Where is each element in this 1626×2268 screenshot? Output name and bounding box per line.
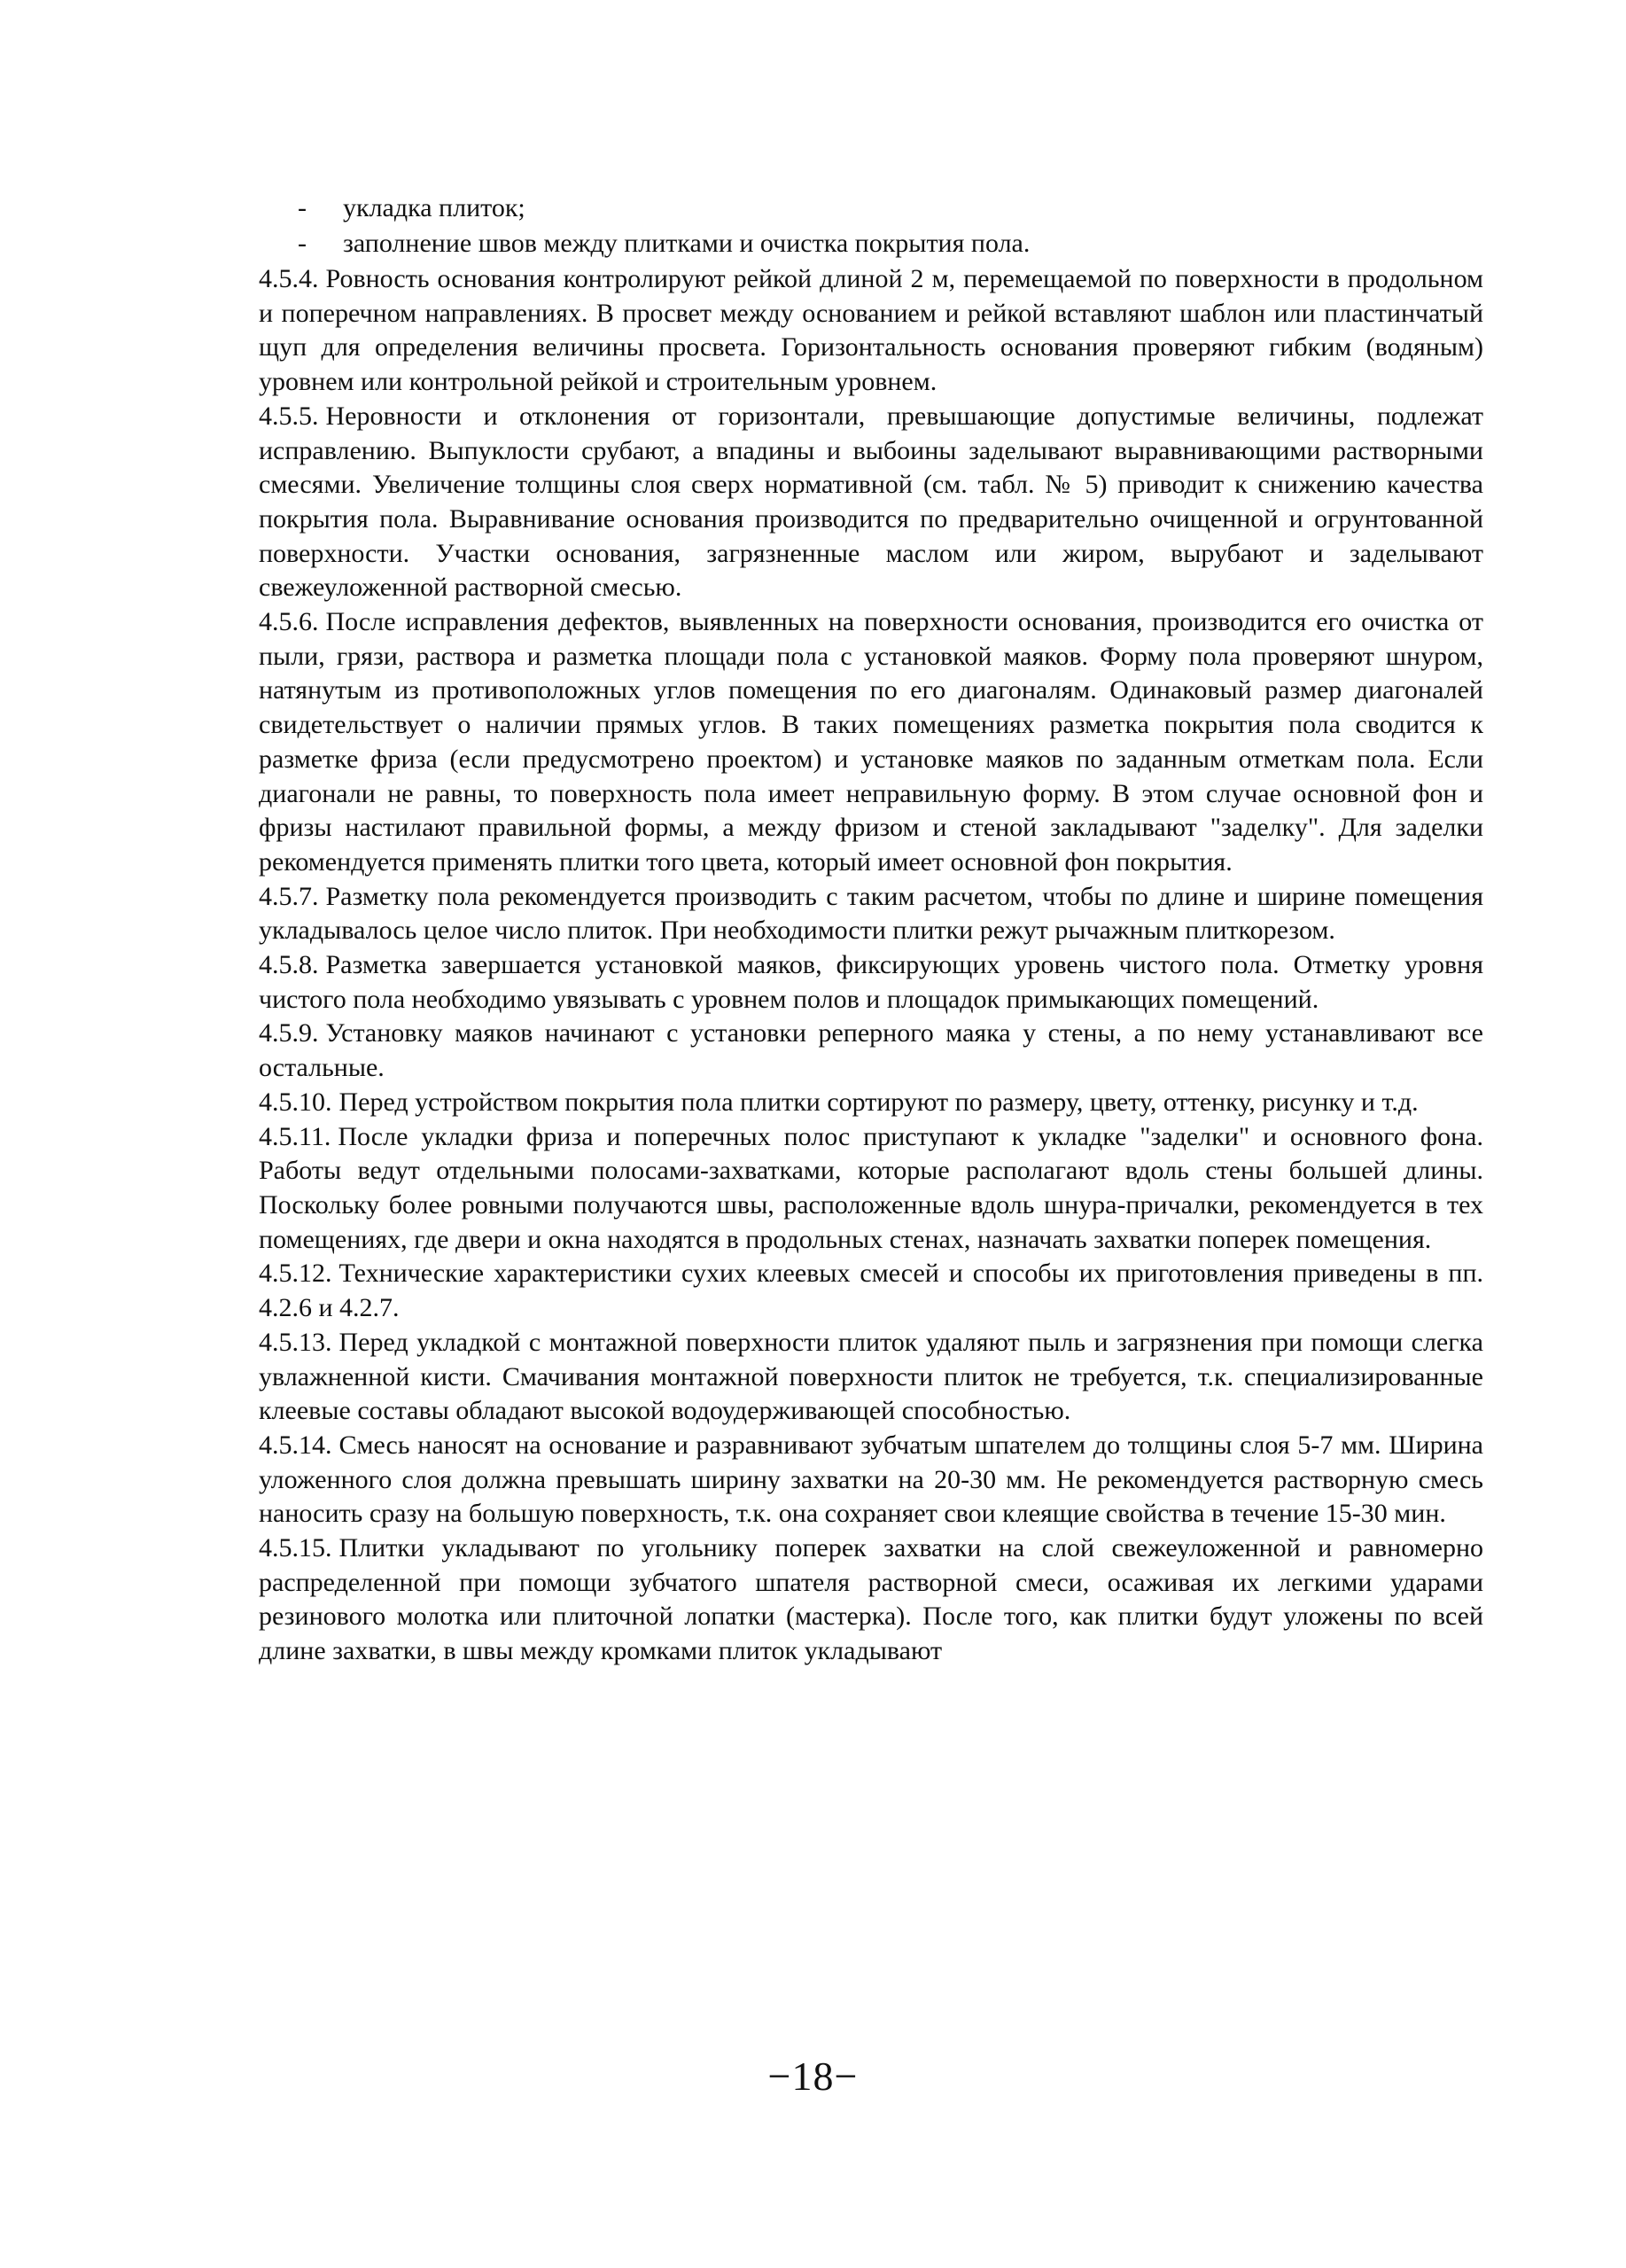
bullet-dash: - [298,229,307,258]
paragraph-text: Разметка завершается установкой маяков, фиксирующих уровень чистого пола. Отметку уровня чистого пола необходимо увязывать с уровнем полов и площадок примыкающих помещений. [259,950,1483,1014]
paragraph-text: После укладки фриза и поперечных полос приступают к укладке "заделки" и основного фона. Работы ведут отдельными полосами-захватками, которые располагают вдоль стены большей длины. Поскольку более ровными получаются швы, расположенные вдоль шнура-причалки, рекомендуется в тех помещениях, где двери и окна находятся в продольных стенах, назначать захватки поперек помещения. [259,1121,1483,1254]
section-number: 4.5.4. [259,264,319,293]
bullet-dash: - [298,193,307,222]
paragraph-4-5-5 [259,400,1483,605]
list-item-text: укладка плиток; [343,193,525,222]
paragraph-text: Смесь наносят на основание и разравнивают зубчатым шпателем до толщины слоя 5-7 мм. Ширина уложенного слоя должна превышать ширину захватки на 20-30 мм. Не рекомендуется растворную смесь наносить сразу на большую поверхность, т.к. она сохраняет свои клеящие свойства в течение 15-30 мин. [259,1430,1483,1529]
section-number: 4.5.7. [259,881,319,911]
list-item-text: заполнение швов между плитками и очистка покрытия пола. [343,229,1031,258]
paragraph-4-5-9 [259,1017,1483,1085]
paragraph-4-5-14 [259,1429,1483,1531]
section-number: 4.5.8. [259,950,319,980]
section-number: 4.5.6. [259,607,319,637]
paragraph-4-5-10 [259,1086,1483,1120]
paragraph-4-5-4 [259,262,1483,400]
paragraph-4-5-13 [259,1326,1483,1429]
paragraph-text: Технические характеристики сухих клеевых смесей и способы их приготовления приведены в пп. 4.2.6 и 4.2.7. [259,1259,1483,1323]
paragraph-text: Плитки укладывают по угольнику поперек захватки на слой свежеуложенной и равномерно распределенной при помощи зубчатого шпателя растворной смеси, осаживая их легкими ударами резинового молотка или плиточной лопатки (мастерка). После того, как плитки будут уложены по всей длине захватки, в швы между кромками плиток укладывают [259,1533,1483,1666]
paragraph-text: После исправления дефектов, выявленных на поверхности основания, производится его очистка от пыли, грязи, раствора и разметка площади пола с установкой маяков. Форму пола проверяют шнуром, натянутым из противоположных углов помещения по его диагоналям. Одинаковый размер диагоналей свидетельствует о наличии прямых углов. В таких помещениях разметка покрытия пола сводится к разметке фриза (если предусмотрено проектом) и установке маяков по заданным отметкам пола. Если диагонали не равны, то поверхность пола имеет неправильную форму. В этом случае основной фон и фризы настилают правильной формы, а между фризом и стеной закладывают "заделку". Для заделки рекомендуется применять плитки того цвета, который имеет основной фон покрытия. [259,607,1483,877]
paragraph-text: Перед устройством покрытия пола плитки сортируют по размеру, цвету, оттенку, рисунку и т.д. [338,1087,1419,1117]
section-number: 4.5.9. [259,1018,319,1048]
paragraph-text: Установку маяков начинают с установки реперного маяка у стены, а по нему устанавливают все остальные. [259,1018,1483,1083]
section-number: 4.5.5. [259,401,319,431]
paragraph-text: Разметку пола рекомендуется производить с таким расчетом, чтобы по длине и ширине помещения укладывалось целое число плиток. При необходимости плитки режут рычажным плиткорезом. [259,881,1483,946]
list-item [259,191,1483,225]
document-body [259,191,1483,1669]
paragraph-4-5-8 [259,948,1483,1017]
paragraph-4-5-15 [259,1531,1483,1669]
section-number: 4.5.12. [259,1259,332,1289]
section-number: 4.5.13. [259,1327,332,1357]
paragraph-4-5-12 [259,1257,1483,1325]
section-number: 4.5.14. [259,1430,332,1460]
paragraph-4-5-6 [259,605,1483,880]
paragraph-text: Неровности и отклонения от горизонтали, превышающие допустимые величины, подлежат исправлению. Выпуклости срубают, а впадины и выбоины заделывают выравнивающими растворными смесями. Увеличение толщины слоя сверх нормативной (см. табл. № 5) приводит к снижению качества покрытия пола. Выравнивание основания производится по предварительно очищенной и огрунтованной поверхности. Участки основания, загрязненные маслом или жиром, вырубают и заделывают свежеуложенной растворной смесью. [259,401,1483,603]
paragraph-4-5-11 [259,1120,1483,1258]
paragraph-text: Перед укладкой с монтажной поверхности плиток удаляют пыль и загрязнения при помощи слегка увлажненной кисти. Смачивания монтажной поверхности плиток не требуется, т.к. специализированные клеевые составы обладают высокой водоудерживающей способностью. [259,1327,1483,1426]
section-number: 4.5.10. [259,1087,332,1117]
section-number: 4.5.15. [259,1533,332,1563]
page-number: −18− [767,2054,859,2099]
paragraph-text: Ровность основания контролируют рейкой длиной 2 м, перемещаемой по поверхности в продольном и поперечном направлениях. В просвет между основанием и рейкой вставляют шаблон или пластинчатый щуп для определения величины просвета. Горизонтальность основания проверяют гибким (водяным) уровнем или контрольной рейкой и строительным уровнем. [259,264,1483,397]
paragraph-4-5-7 [259,880,1483,948]
list-item [259,227,1483,261]
section-number: 4.5.11. [259,1121,331,1151]
